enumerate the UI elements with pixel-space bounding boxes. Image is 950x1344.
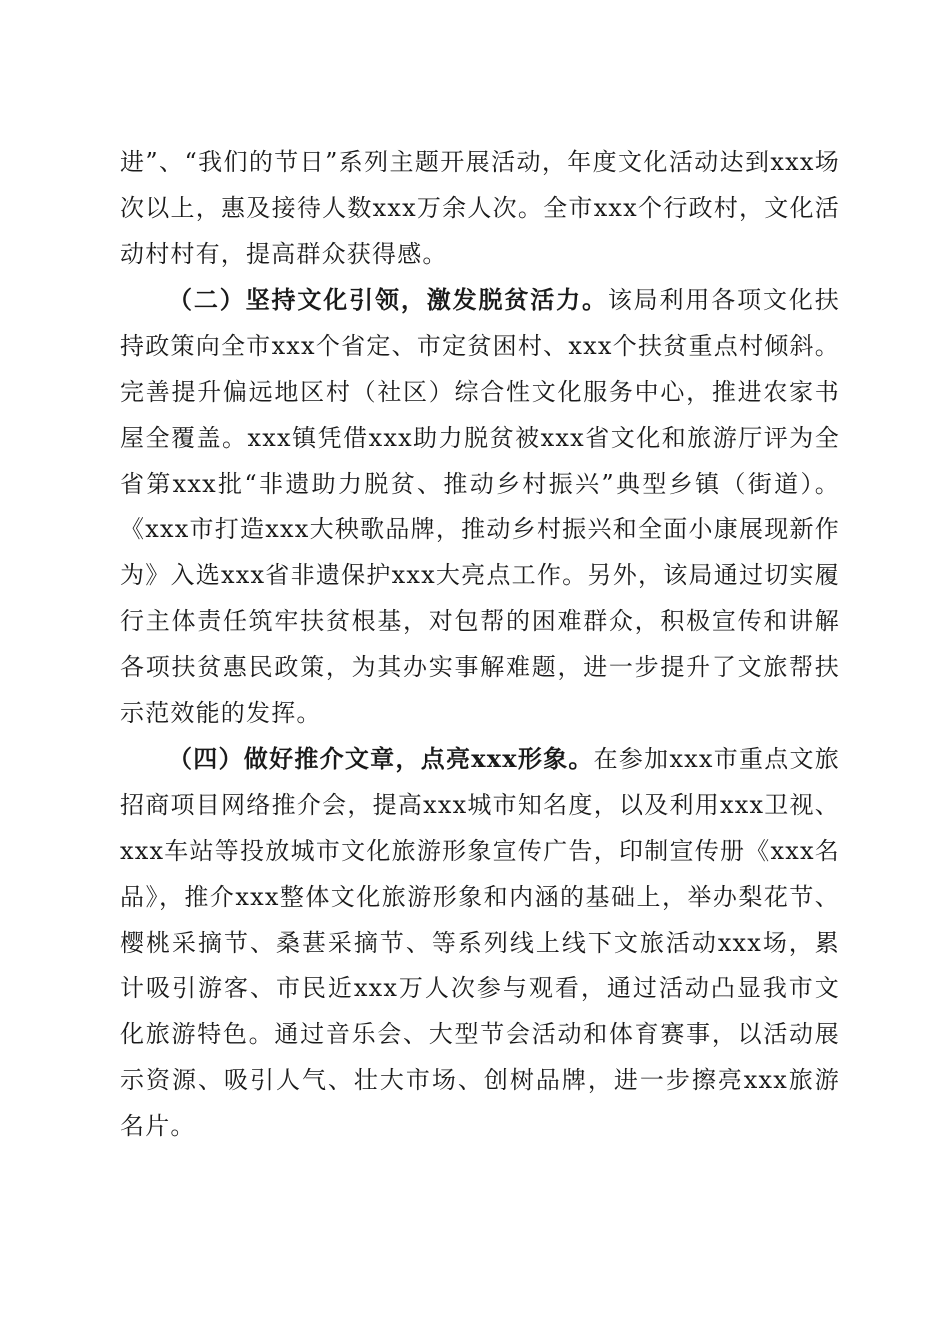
- paragraph-continued: 进”、“我们的节日”系列主题开展活动，年度文化活动达到xxx场次以上，惠及接待人数xxx万余人次。全市xxx个行政村，文化活动村村有，提高群众获得感。: [120, 148, 840, 268]
- section-4-paragraph: [120, 736, 840, 1149]
- section-2-heading: （二）坚持文化引领，激发脱贫活力。: [168, 285, 608, 315]
- section-4-heading: （四）做好推介文章，点亮xxx形象。: [168, 744, 594, 774]
- section-4-body: 在参加xxx市重点文旅招商项目网络推介会，提高xxx城市知名度，以及利用xxx卫视、xxx车站等投放城市文化旅游形象宣传广告，印制宣传册《xxx名品》，推介xxx整体文化旅游形象和内涵的基础上，举办梨花节、樱桃采摘节、桑葚采摘节、等系列线上线下文旅活动xxx场，累计吸引游客、市民近xxx万人次参与观看，通过活动凸显我市文化旅游特色。通过音乐会、大型节会活动和体育赛事，以活动展示资源、吸引人气、壮大市场、创树品牌，进一步擦亮xxx旅游名片。: [120, 745, 840, 1140]
- section-2-paragraph: [120, 277, 840, 736]
- document-page: [120, 140, 840, 1150]
- section-2-body: 该局利用各项文化扶持政策向全市xxx个省定、市定贫困村、xxx个扶贫重点村倾斜。完善提升偏远地区村（社区）综合性文化服务中心，推进农家书屋全覆盖。xxx镇凭借xxx助力脱贫被xxx省文化和旅游厅评为全省第xxx批“非遗助力脱贫、推动乡村振兴”典型乡镇（街道）。《xxx市打造xxx大秧歌品牌，推动乡村振兴和全面小康展现新作为》入选xxx省非遗保护xxx大亮点工作。另外，该局通过切实履行主体责任筑牢扶贫根基，对包帮的困难群众，积极宣传和讲解各项扶贫惠民政策，为其办实事解难题，进一步提升了文旅帮扶示范效能的发挥。: [120, 286, 840, 727]
